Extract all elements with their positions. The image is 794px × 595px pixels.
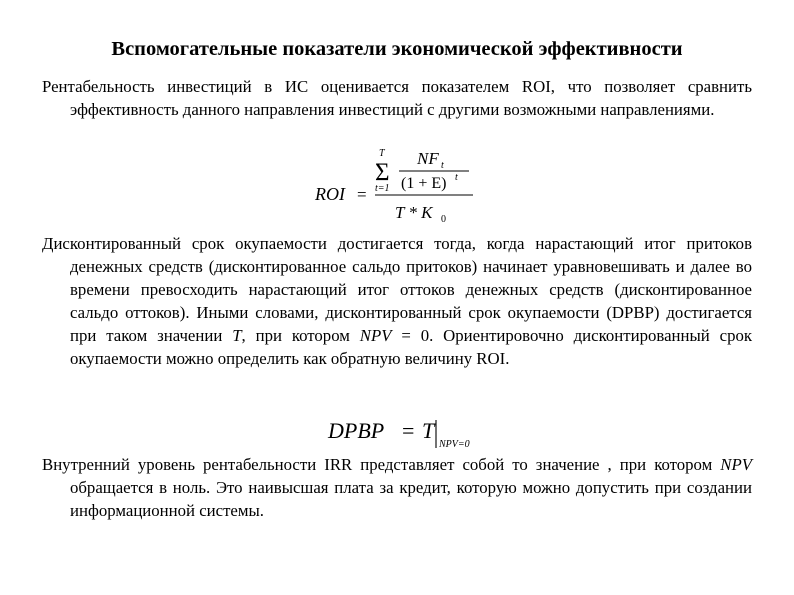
- roi-discount-exp: t: [455, 172, 458, 183]
- dpbp-lhs: DPBP: [328, 418, 385, 443]
- irr-text-2: обращается в ноль. Это наивысшая плата за кредит, которую можно допустить при создании информационной системы.: [70, 478, 752, 520]
- roi-sum-upper: T: [379, 148, 385, 159]
- roi-denominator: T * K: [395, 203, 433, 222]
- dpbp-text-2: , при котором: [241, 326, 360, 345]
- dpbp-text-3: = 0. Ориентировочно дисконтированный срок окупаемости можно определить как обратную величину ROI.: [70, 326, 753, 368]
- irr-paragraph: [42, 453, 752, 522]
- dpbp-var-t: T: [232, 326, 242, 345]
- dpbp-paragraph: [42, 232, 752, 370]
- dpbp-condition: NPV=0: [439, 439, 470, 450]
- roi-eq: =: [357, 185, 367, 204]
- roi-sum-lower: t=1: [375, 183, 390, 194]
- roi-lhs: ROI: [315, 184, 345, 204]
- dpbp-rhs: T: [422, 418, 435, 443]
- roi-text: Рентабельность инвестиций в ИС оценивается показателем ROI, что позволяет сравнить эффективность данного направления инвестиций с другими возможными направлениями.: [42, 77, 752, 119]
- dpbp-text-1: Дисконтированный срок окупаемости достигается тогда, когда нарастающий итог притоков денежных средств (дисконтированное сальдо притоков) начинает уравновешивать и далее во времени превосходить нарастающий итог оттоков денежных средств (дисконтированное сальдо оттоков). Иными словами, дисконтированный срок окупаемости (DPBP) достигается при таком значении: [42, 234, 752, 345]
- page-title: Вспомогательные показатели экономической эффективности: [111, 38, 683, 60]
- roi-paragraph: [42, 75, 752, 121]
- roi-denominator-sub: 0: [441, 214, 446, 225]
- irr-var-npv: NPV: [720, 455, 752, 474]
- roi-numerator: NF: [417, 149, 439, 168]
- dpbp-var-npv: NPV: [359, 326, 392, 345]
- roi-numerator-sub: t: [441, 160, 444, 171]
- dpbp-formula: [326, 410, 506, 450]
- dpbp-eq: =: [402, 418, 415, 443]
- irr-text-1: Внутренний уровень рентабельности IRR представляет собой то значение , при котором: [42, 455, 721, 474]
- roi-discount: (1 + E): [401, 175, 447, 192]
- sigma-icon: Σ: [375, 159, 390, 186]
- roi-formula: [313, 143, 483, 225]
